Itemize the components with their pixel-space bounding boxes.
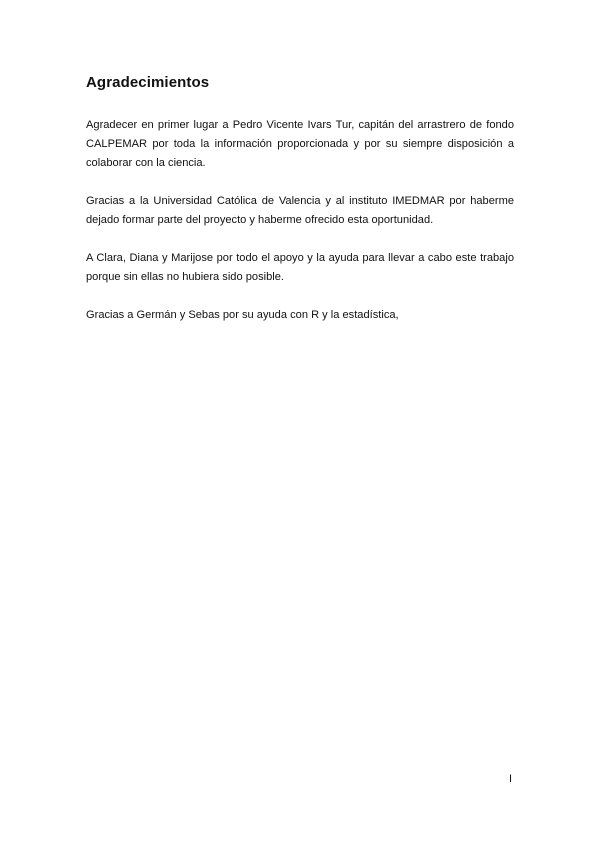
paragraph-acknowledgement-university: Gracias a la Universidad Católica de Valencia y al instituto IMEDMAR por haberme dejado formar parte del proyecto y haberme ofrecido esta oportunidad. <box>86 195 514 226</box>
page-number: I <box>509 773 513 785</box>
paragraph-acknowledgement-captain: Agradecer en primer lugar a Pedro Vicente Ivars Tur, capitán del arrastrero de fondo CALPEMAR por toda la información proporcionada y por su siempre disposición a colaborar con la ciencia. <box>86 119 514 169</box>
page-title: Agradecimientos <box>86 74 210 91</box>
paragraph-acknowledgement-colleagues: A Clara, Diana y Marijose por todo el apoyo y la ayuda para llevar a cabo este trabajo porque sin ellas no hubiera sido posible. <box>86 252 514 283</box>
paragraph-acknowledgement-statistics: Gracias a Germán y Sebas por su ayuda con R y la estadística, <box>86 309 399 321</box>
